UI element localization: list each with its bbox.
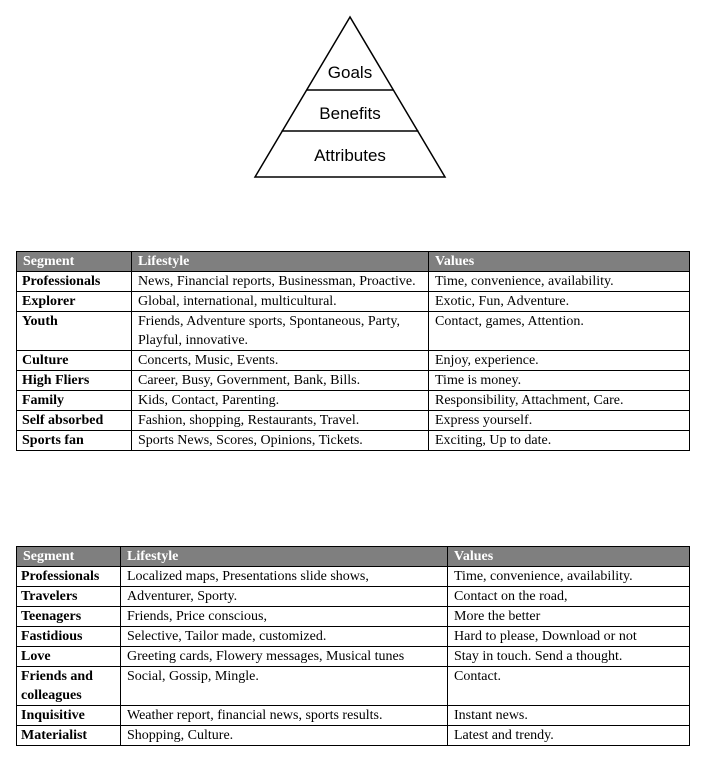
table-row [17,411,690,431]
lifestyle-cell: Weather report, financial news, sports results. [121,706,448,726]
values-cell: Contact, games, Attention. [429,312,690,351]
values-cell: Enjoy, experience. [429,351,690,371]
segment-cell: Culture [17,351,132,371]
column-header-segment: Segment [17,252,132,272]
values-cell: Contact. [448,667,690,706]
table-row [17,312,690,351]
lifestyle-cell: Global, international, multicultural. [132,292,429,312]
table-row [17,567,690,587]
values-cell: Exotic, Fun, Adventure. [429,292,690,312]
table-row [17,272,690,292]
segment-cell: Fastidious [17,627,121,647]
column-header-values: Values [429,252,690,272]
segment-cell: Self absorbed [17,411,132,431]
segment-cell: Inquisitive [17,706,121,726]
values-cell: Latest and trendy. [448,726,690,746]
lifestyle-cell: Friends, Adventure sports, Spontaneous, Party, Playful, innovative. [132,312,429,351]
pyramid-level-attributes: Attributes [314,146,386,165]
lifestyle-cell: Social, Gossip, Mingle. [121,667,448,706]
lifestyle-cell: Localized maps, Presentations slide shows, [121,567,448,587]
lifestyle-cell: Fashion, shopping, Restaurants, Travel. [132,411,429,431]
table-row [17,607,690,627]
table-header-row [17,547,690,567]
segment-table-2 [16,546,690,746]
segment-cell: Family [17,391,132,411]
column-header-values: Values [448,547,690,567]
segment-cell: Professionals [17,567,121,587]
values-cell: Contact on the road, [448,587,690,607]
pyramid-level-goals: Goals [327,63,373,82]
table-row [17,292,690,312]
values-cell: Time, convenience, availability. [448,567,690,587]
table-row [17,706,690,726]
values-cell: Stay in touch. Send a thought. [448,647,690,667]
lifestyle-cell: Adventurer, Sporty. [121,587,448,607]
segment-cell: Explorer [17,292,132,312]
values-cell: Hard to please, Download or not [448,627,690,647]
lifestyle-cell: Kids, Contact, Parenting. [132,391,429,411]
lifestyle-cell: Sports News, Scores, Opinions, Tickets. [132,431,429,451]
table-row [17,371,690,391]
segment-cell: Love [17,647,121,667]
column-header-lifestyle: Lifestyle [121,547,448,567]
pyramid-level-benefits: Benefits [319,104,381,123]
table-row [17,647,690,667]
table-row [17,667,690,706]
values-cell: Instant news. [448,706,690,726]
table-row [17,627,690,647]
table-row [17,431,690,451]
values-cell: Responsibility, Attachment, Care. [429,391,690,411]
values-cell: Time, convenience, availability. [429,272,690,292]
values-cell: Time is money. [429,371,690,391]
table-row [17,726,690,746]
table-row [17,351,690,371]
lifestyle-cell: News, Financial reports, Businessman, Proactive. [132,272,429,292]
lifestyle-cell: Concerts, Music, Events. [132,351,429,371]
lifestyle-cell: Friends, Price conscious, [121,607,448,627]
values-cell: More the better [448,607,690,627]
table-row [17,391,690,411]
column-header-segment: Segment [17,547,121,567]
values-cell: Express yourself. [429,411,690,431]
table-header-row [17,252,690,272]
goals-benefits-attributes-pyramid [250,12,450,182]
segment-cell: Professionals [17,272,132,292]
segment-table-1 [16,251,690,451]
lifestyle-cell: Selective, Tailor made, customized. [121,627,448,647]
segment-cell: High Fliers [17,371,132,391]
segment-cell: Friends and colleagues [17,667,121,706]
segment-cell: Sports fan [17,431,132,451]
values-cell: Exciting, Up to date. [429,431,690,451]
lifestyle-cell: Greeting cards, Flowery messages, Musical tunes [121,647,448,667]
segment-cell: Materialist [17,726,121,746]
segment-cell: Youth [17,312,132,351]
column-header-lifestyle: Lifestyle [132,252,429,272]
segment-cell: Teenagers [17,607,121,627]
table-row [17,587,690,607]
lifestyle-cell: Career, Busy, Government, Bank, Bills. [132,371,429,391]
lifestyle-cell: Shopping, Culture. [121,726,448,746]
segment-cell: Travelers [17,587,121,607]
